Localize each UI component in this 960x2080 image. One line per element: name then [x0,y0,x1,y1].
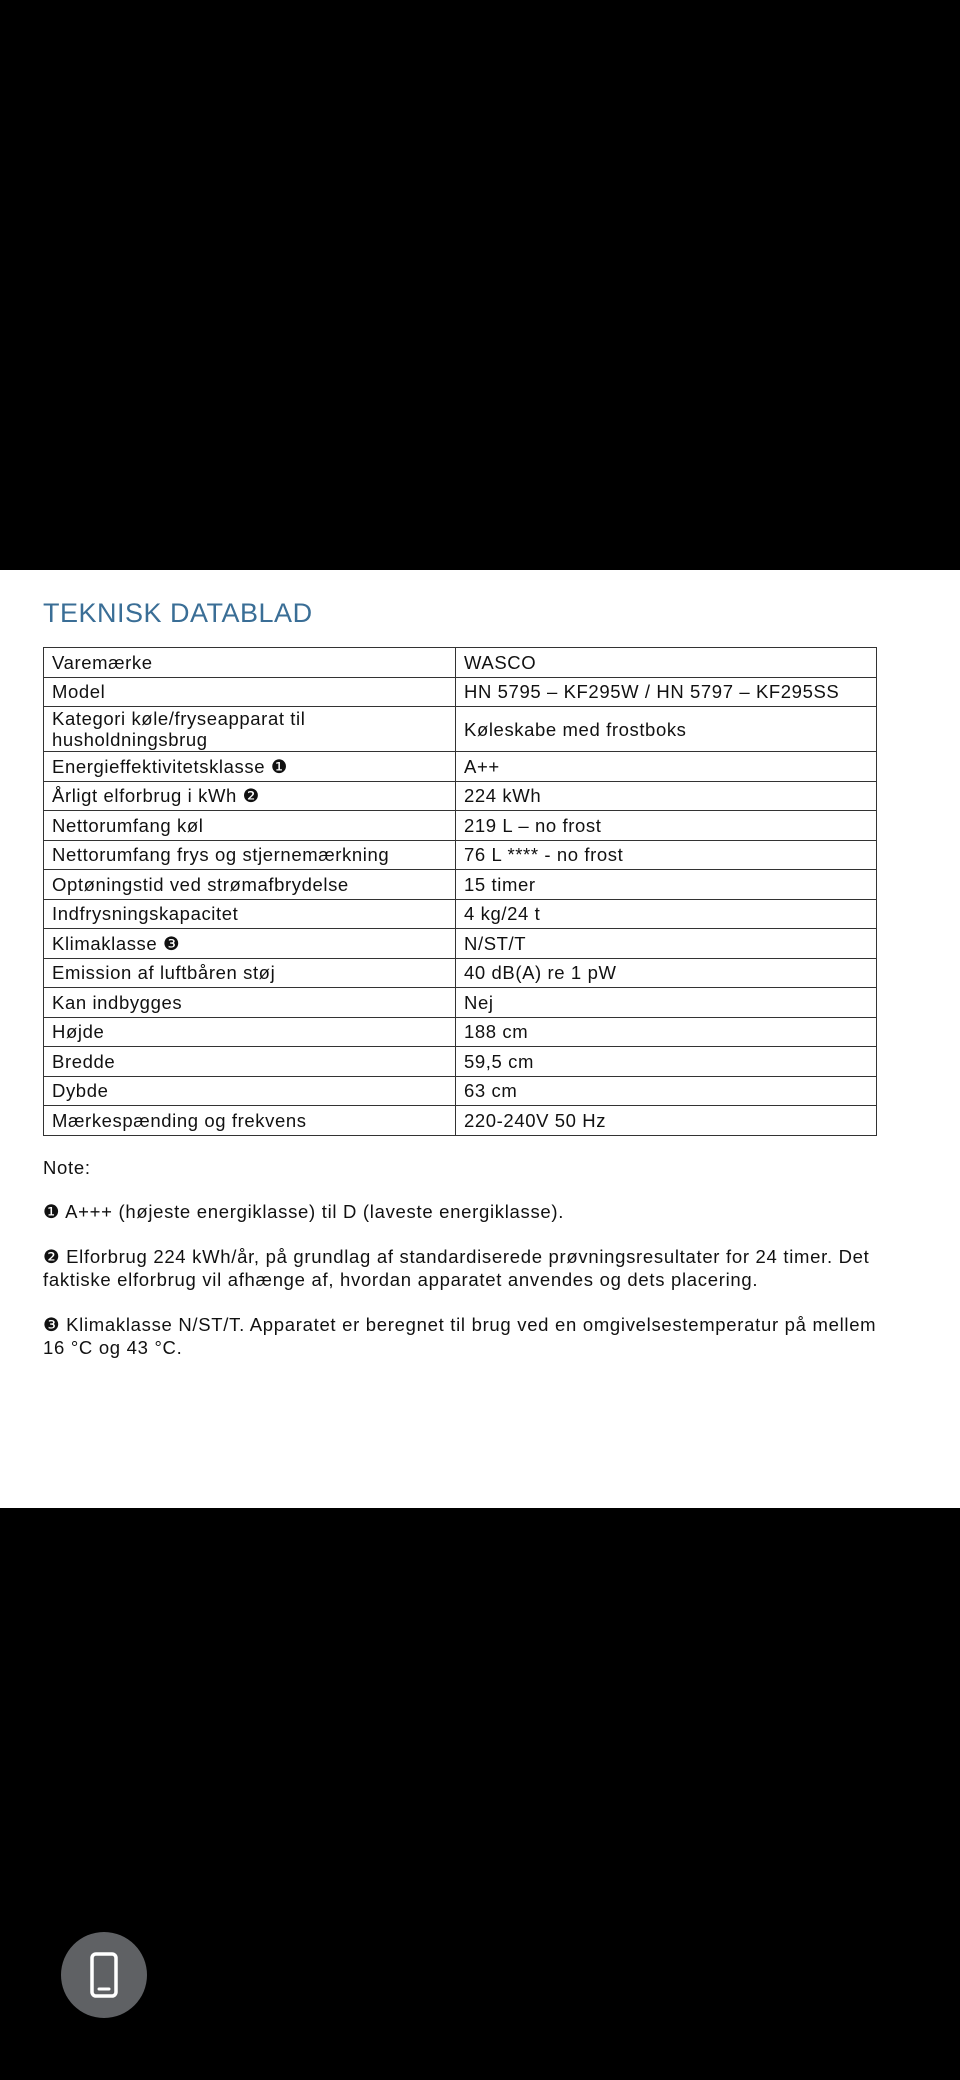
row-label: Varemærke [44,648,456,678]
row-label: Kan indbygges [44,988,456,1018]
spec-table [43,647,877,1136]
row-value: 224 kWh [456,781,877,811]
table-row [44,958,877,988]
rotate-screen-button[interactable] [61,1932,147,2018]
row-label: Højde [44,1017,456,1047]
row-label: Dybde [44,1076,456,1106]
row-value: A++ [456,752,877,782]
table-row [44,752,877,782]
row-label: Kategori køle/fryseapparat til husholdningsbrug [44,707,456,752]
row-label: Energieffektivitetsklasse ❶ [44,752,456,782]
row-label: Bredde [44,1047,456,1077]
table-row [44,811,877,841]
table-row [44,1047,877,1077]
row-label: Optøningstid ved strømafbrydelse [44,870,456,900]
row-value: 76 L **** - no frost [456,840,877,870]
row-value: 40 dB(A) re 1 pW [456,958,877,988]
row-value: 188 cm [456,1017,877,1047]
row-label: Nettorumfang frys og stjernemærkning [44,840,456,870]
row-label: Mærkespænding og frekvens [44,1106,456,1136]
row-value: 220-240V 50 Hz [456,1106,877,1136]
document-page [0,570,960,1508]
table-row [44,988,877,1018]
row-value: 219 L – no frost [456,811,877,841]
table-row [44,677,877,707]
table-row [44,899,877,929]
row-value: WASCO [456,648,877,678]
row-value: Nej [456,988,877,1018]
row-label: Emission af luftbåren støj [44,958,456,988]
table-row [44,648,877,678]
row-value: 4 kg/24 t [456,899,877,929]
table-row [44,1017,877,1047]
table-row [44,1076,877,1106]
document-title: TEKNISK DATABLAD [43,598,313,628]
notes-section [43,1156,883,1381]
row-label: Nettorumfang køl [44,811,456,841]
row-value: Køleskabe med frostboks [456,707,877,752]
row-label: Model [44,677,456,707]
row-value: N/ST/T [456,929,877,959]
note-item: ❸ Klimaklasse N/ST/T. Apparatet er beregnet til brug ved en omgivelsestemperatur på mellem 16 °C og 43 °C. [43,1314,877,1358]
row-value: 15 timer [456,870,877,900]
table-row [44,840,877,870]
table-row [44,781,877,811]
table-row [44,707,877,752]
row-value: HN 5795 – KF295W / HN 5797 – KF295SS [456,677,877,707]
table-row [44,870,877,900]
row-value: 59,5 cm [456,1047,877,1077]
row-label: Klimaklasse ❸ [44,929,456,959]
note-item: ❷ Elforbrug 224 kWh/år, på grundlag af standardiserede prøvningsresultater for 24 timer. Det faktiske elforbrug vil afhænge af, hvordan apparatet anvendes og dets placering. [43,1246,870,1290]
table-row [44,929,877,959]
notes-heading: Note: [43,1157,91,1178]
table-row [44,1106,877,1136]
row-value: 63 cm [456,1076,877,1106]
note-item: ❶ A+++ (højeste energiklasse) til D (laveste energiklasse). [43,1201,565,1222]
row-label: Årligt elforbrug i kWh ❷ [44,781,456,811]
phone-rotate-icon [85,1950,123,2000]
row-label: Indfrysningskapacitet [44,899,456,929]
